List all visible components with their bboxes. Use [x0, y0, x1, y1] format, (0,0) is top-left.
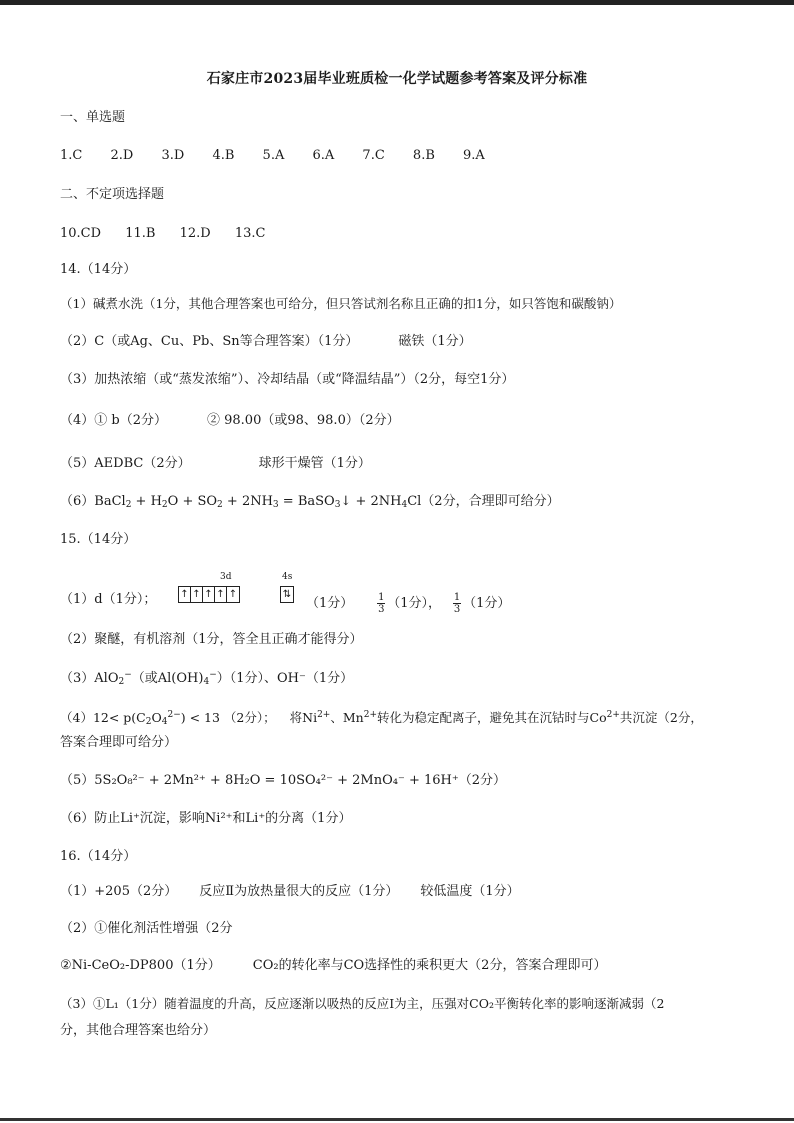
orbital-cell: ↑ — [203, 587, 215, 602]
eq-part: ）（1分）、OH⁻（1分） — [216, 671, 354, 686]
answer-item: 6.A — [312, 148, 335, 163]
eq-part: （6）BaCl — [60, 494, 126, 509]
q16-answer-3-cont: 分，其他合理答案也给分） — [60, 1023, 217, 1038]
eq-part: （4）12< p(C — [60, 710, 146, 725]
q16-answer-2: （2）①催化剂活性增强（2分 — [60, 921, 233, 936]
q16-answer-2b-b: CO₂的转化率与CO选择性的乘积更大（2分，答案合理即可） — [252, 958, 607, 973]
q14-answer-6: （6）BaCl$_2$ + $H_2O + SO_2 + 2NH_3$ = BaSO$_3$↓ + $2NH_4Cl(2$分，合理即可给分） — [60, 494, 560, 510]
orbital-cell: ↑ — [215, 587, 227, 602]
orbital-cell: ↑ — [228, 589, 238, 600]
section1-heading: 一、单选题 — [60, 110, 126, 125]
eq-part: O — [151, 710, 162, 725]
answer-item: 4.B — [212, 148, 235, 163]
eq-part: ↓ + 2NH — [340, 494, 402, 509]
q14-heading: 14.（14分） — [60, 262, 137, 277]
section2-heading: 二、不定项选择题 — [60, 187, 165, 202]
eq-part: 共沉淀（2分， — [619, 710, 703, 725]
q15-heading: 15.（14分） — [60, 532, 137, 547]
answer-item: 12.D — [179, 226, 211, 241]
eq-part: + 2NH — [222, 494, 273, 509]
eq-part: Cl（2分，合理即可给分） — [407, 494, 560, 509]
answer-item: 8.B — [412, 148, 435, 163]
eq-part: 将Ni — [289, 710, 318, 725]
orbital-diagram-3d — [178, 586, 240, 603]
section2-answers — [60, 226, 265, 242]
q14-answer-2 — [60, 334, 472, 350]
q16-heading: 16.（14分） — [60, 849, 137, 864]
answer-item: 2.D — [110, 148, 134, 163]
q14-answer-5 — [60, 456, 371, 472]
answer-item: 10.CD — [60, 226, 102, 241]
orbital-diagram-4s — [280, 586, 294, 603]
fraction-denominator: 3 — [453, 604, 461, 615]
bottom-border — [0, 1118, 794, 1121]
answer-item: 5.A — [262, 148, 285, 163]
eq-part: O + SO — [167, 494, 218, 509]
eq-part: ) < 13 （2分）； — [180, 710, 276, 725]
orbital-label-3d: 3d — [220, 572, 232, 582]
answer-item: 1.C — [60, 148, 83, 163]
q15-answer-4-cont: 答案合理即可给分） — [60, 735, 178, 750]
top-border — [0, 0, 794, 5]
q16-answer-1c: 较低温度（1分） — [420, 884, 520, 899]
q14-answer-5a: （5）AEDBC（2分） — [60, 456, 191, 471]
eq-part: （3）AlO — [60, 671, 119, 686]
q15-answer-3: （3）AlO$_2$−（或$Al(OH)_4^-)(1$分）、OH⁻（1分） — [60, 670, 354, 687]
score-note: （1分） — [306, 596, 354, 611]
q16-answer-2b-a: ②Ni-CeO₂-DP800（1分） — [60, 958, 221, 973]
eq-part: （或Al(OH) — [131, 671, 204, 686]
eq-part: 、Mn — [330, 710, 364, 725]
answer-item: 13.C — [234, 226, 266, 241]
q15-answer-6: （6）防止Li⁺沉淀，影响Ni²⁺和Li⁺的分离（1分） — [60, 811, 352, 826]
q14-answer-1: （1）碱煮水洗（1分，其他合理答案也可给分，但只答试剂名称且正确的扣1分，如只答饱和碳酸钠） — [60, 296, 622, 311]
fraction — [377, 592, 385, 615]
eq-part: 转化为稳定配离子，避免其在沉钴时与Co — [377, 710, 607, 725]
eq-part: = BaSO — [278, 494, 335, 509]
q16-answer-1b: 反应Ⅱ为放热量很大的反应（1分） — [199, 884, 399, 899]
fraction — [453, 592, 461, 615]
q14-answer-4 — [60, 413, 400, 429]
fraction-numerator: 1 — [378, 592, 385, 603]
fraction-denominator: 3 — [378, 604, 385, 615]
q14-answer-4b: ② 98.00（或98、98.0）（2分） — [207, 413, 400, 428]
fraction-numerator: 1 — [453, 592, 461, 603]
q14-answer-3: （3）加热浓缩（或“蒸发浓缩”）、冷却结晶（或“降温结晶”）（2分，每空1分） — [60, 372, 515, 387]
q15-answer-5: （5）5S₂O₈²⁻ + 2Mn²⁺ + 8H₂O = 10SO₄²⁻ + 2MnO₄⁻ + 16H⁺（2分） — [60, 773, 506, 788]
q14-answer-2b: 磁铁（1分） — [398, 334, 472, 349]
answer-item: 3.D — [161, 148, 185, 163]
q14-answer-4a: （4）① b（2分） — [60, 413, 167, 428]
q16-answer-1a: （1）+205（2分） — [60, 884, 178, 899]
q15-answer-4: $(4)12< p(C_2O_4^{2-}) < 13$ （2分）； 将$Ni^{2+}$、$Mn^{2+}$转化为稳定配离子，避免其在沉钴时与$Co^{2+}$共沉淀（2分， — [60, 710, 703, 727]
page-title: 石家庄市2023届毕业班质检一化学试题参考答案及评分标准 — [206, 71, 588, 87]
section1-answers — [60, 148, 485, 164]
q16-answer-3: （3）①L₁（1分）随着温度的升高，反应逐渐以吸热的反应Ⅰ为主，压强对CO₂平衡转化率的影响逐渐减弱（2 — [60, 996, 665, 1011]
score-note: （1分） — [463, 596, 511, 611]
q15-answer-1-pre: （1）d（1分）； — [60, 592, 157, 607]
q14-answer-2a: （2）C（或Ag、Cu、Pb、Sn等合理答案）（1分） — [60, 334, 359, 349]
q16-answer-2b — [60, 958, 606, 974]
orbital-label-4s: 4s — [282, 572, 293, 582]
answer-item: 9.A — [463, 148, 485, 163]
answer-item: 7.C — [362, 148, 385, 163]
q15-answer-2: （2）聚醚，有机溶剂（1分，答全且正确才能得分） — [60, 632, 363, 647]
q14-answer-5b: 球形干燥管（1分） — [258, 456, 371, 471]
eq-part: + H — [131, 494, 162, 509]
q16-answer-1 — [60, 884, 520, 900]
orbital-cell: ⇅ — [282, 589, 292, 600]
answer-item: 11.B — [125, 226, 156, 241]
score-note: （1分）， — [387, 596, 442, 611]
q15-answer-1-post — [306, 592, 510, 615]
orbital-cell: ↑ — [179, 587, 191, 602]
orbital-cell: ↑ — [191, 587, 203, 602]
